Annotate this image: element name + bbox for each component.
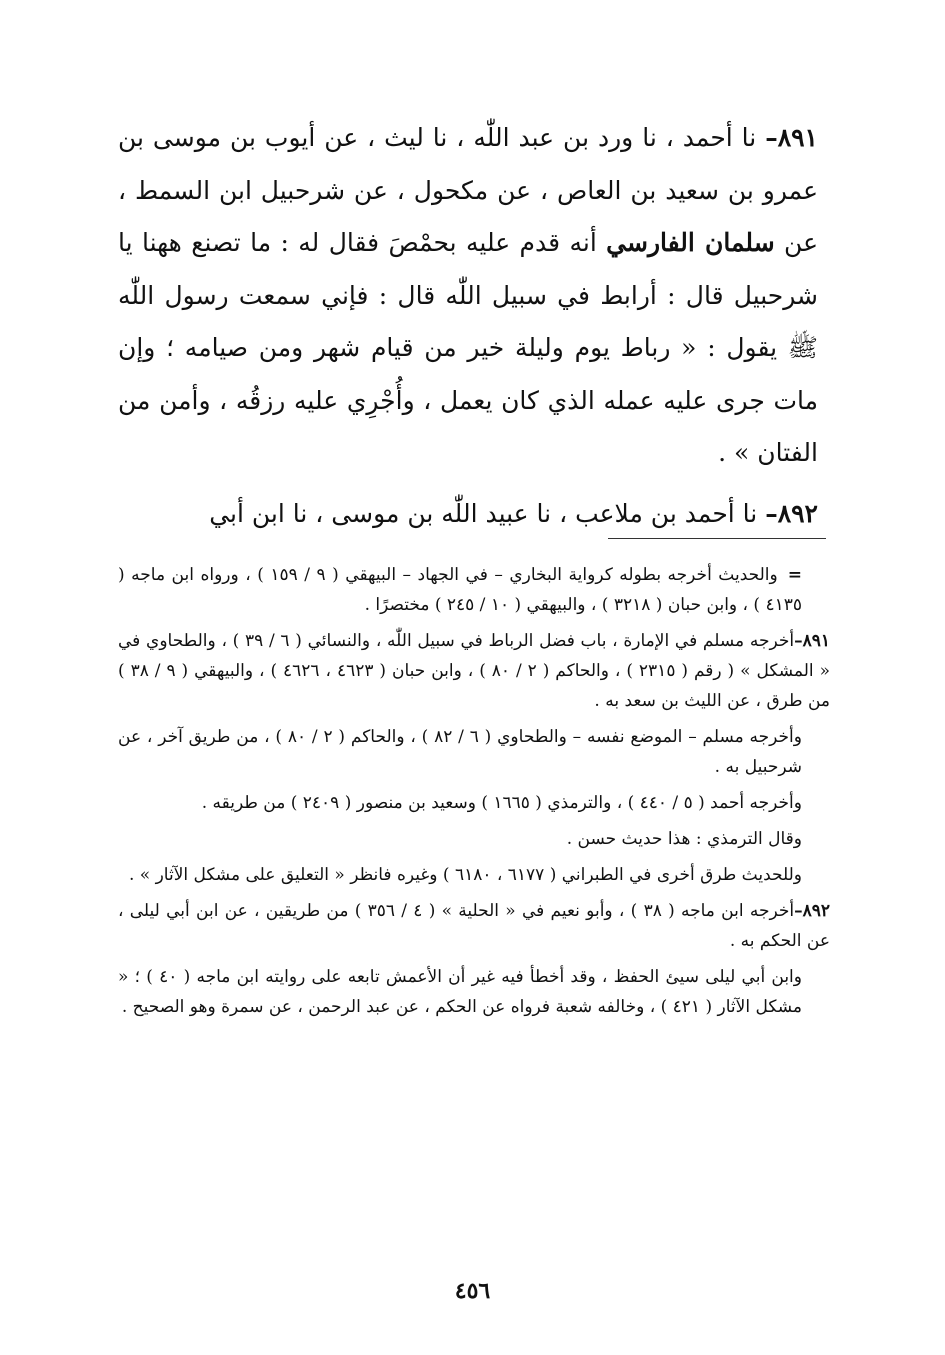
hadith-891 [118,112,818,480]
footnote-text: والحديث أخرجه بطوله كرواية البخاري – في الجهاد – البيهقي ( ٩ / ١٥٩ ) ، ورواه ابن ماجه ( ٤١٣٥ ) ، وابن حبان ( ٣٢١٨ ) ، والبيهقي ( ١٠ / ٢٤٥ ) مختصرًا . [118,565,802,615]
hadith-text: نا أحمد ، نا ورد بن عبد اللّٰه ، نا ليث ، عن أيوب بن موسى بن عمرو بن سعيد بن العاص ، عن مكحول ، عن شرحبيل ابن السمط ، عن [118,123,818,257]
footnote-paragraph: وقال الترمذي : هذا حديث حسن . [566,829,802,849]
footnote-number: ٨٩١– [794,631,830,651]
footnote-891 [118,626,830,716]
footnote-paragraph: وأخرجه أحمد ( ٥ / ٤٤٠ ) ، والترمذي ( ١٦٦٥ ) وسعيد بن منصور ( ٢٤٠٩ ) من طريقه . [201,793,802,813]
hadith-number: ٨٩٢– [765,498,818,528]
footnote-text: أخرجه ابن ماجه ( ٣٨ ) ، وأبو نعيم في « الحلية » ( ٤ / ٣٥٦ ) من طريقين ، عن ابن أبي ليلى ، عن الحكم به . [118,901,830,951]
hadith-text: نا أحمد بن ملاعب ، نا عبيد اللّٰه بن موسى ، نا ابن أبي [209,498,758,528]
footnote-divider [608,538,826,539]
footnote-text: أخرجه مسلم في الإمارة ، باب فضل الرباط في سبيل اللّٰه ، والنسائي ( ٦ / ٣٩ ) ، والطحاوي في « المشكل » ( رقم ( ٢٣١٥ ) ، والحاكم ( ٢ / ٨٠ ) ، وابن حبان ( ٤٦٢٣ ، ٤٦٢٦ ) ، والبيهقي ( ٩ / ٣٨ ) من طرق ، عن الليث بن سعد به . [118,631,830,711]
page-number: ٤٥٦ [454,1278,491,1304]
footnote-892 [118,896,830,956]
footnote-paragraph: وأخرجه مسلم – الموضع نفسه – والطحاوي ( ٦ / ٨٢ ) ، والحاكم ( ٢ / ٨٠ ) ، من طريق آخر ، عن شرحبيل به . [118,727,802,777]
hadith-number: ٨٩١– [765,123,818,152]
footnote-continuation [118,560,830,620]
main-text [118,112,818,540]
hadith-892 [118,488,818,541]
footnotes [118,560,830,1028]
narrator-name: سلمان الفارسي [606,228,775,257]
continuation-mark: = [787,565,802,585]
footnote-number: ٨٩٢– [794,901,830,921]
footnote-paragraph: وابن أبي ليلى سيئ الحفظ ، وقد أخطأ فيه غير أن الأعمش تابعه على روايته ابن ماجه ( ٤٠ ) ؛ « مشكل الآثار ( ٤٢١ ) ، وخالفه شعبة فرواه عن الحكم ، عن عبد الرحمن ، عن سمرة وهو الصحيح . [118,967,802,1017]
hadith-text: أنه قدم عليه بحمْصَ فقال له : ما تصنع ههنا يا شرحبيل قال : أرابط في سبيل اللّٰه قال : فإني سمعت رسول اللّٰه ﷺ يقول : « رباط يوم وليلة خير من قيام شهر ومن صيامه ؛ وإن مات جرى عليه عمله الذي كان يعمل ، وأُجْرِي عليه رزقُه ، وأمن من الفتان » . [118,228,818,467]
footnote-paragraph: وللحديث طرق أخرى في الطبراني ( ٦١٧٧ ، ٦١٨٠ ) وغيره فانظر « التعليق على مشكل الآثار » . [128,865,802,885]
